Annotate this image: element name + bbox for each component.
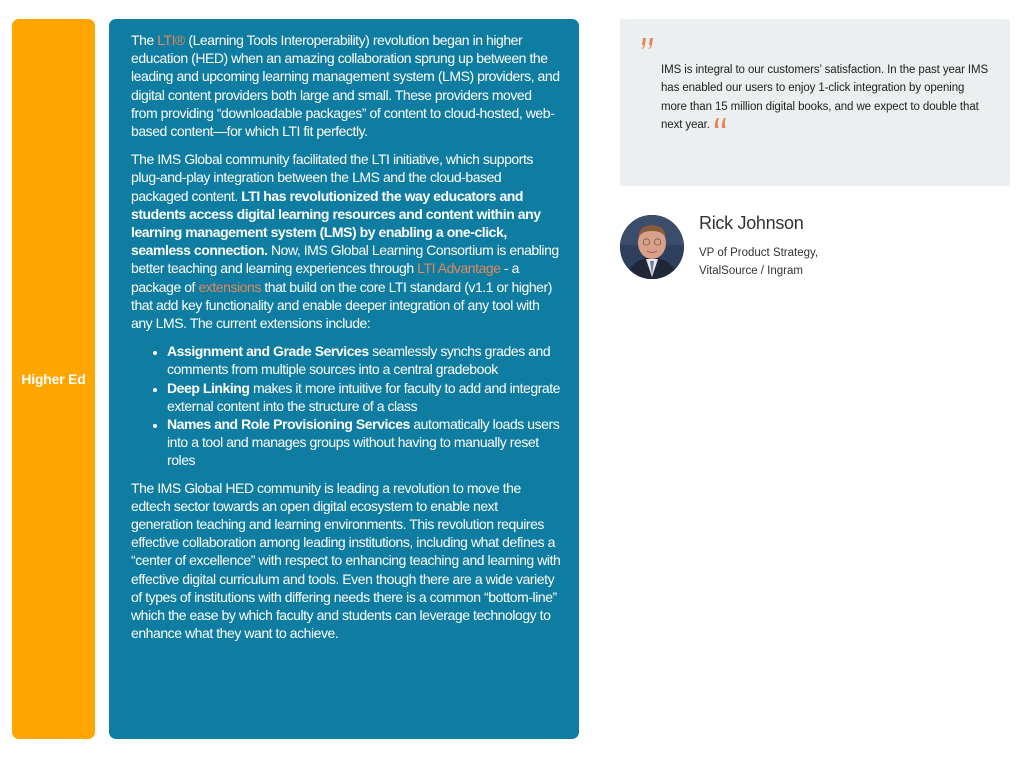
list-item-title: Assignment and Grade Services <box>167 343 369 360</box>
avatar <box>620 215 684 279</box>
list-item-text: automatically loads users into a tool and manages groups without having to manually reset roles <box>167 416 560 469</box>
testimonial-quote <box>661 61 991 134</box>
initiative-paragraph <box>131 150 561 332</box>
list-item <box>167 342 561 378</box>
list-item <box>167 379 561 415</box>
list-item-text: seamlessly synchs grades and comments from multiple sources into a central gradebook <box>167 343 551 378</box>
testimonial-quote-text: IMS is integral to our customers’ satisfaction. In the past year IMS has enabled our users to enjoy 1-click integration by opening more than 15 million digital books, and we expect to double that next year. <box>661 64 989 131</box>
testimonial-card <box>620 19 1010 186</box>
quote-open-icon <box>640 37 656 51</box>
initiative-text-4: that build on the core LTI standard (v1.1 or higher) that add key functionality and enable deeper integration of any tool with any LMS. The current extensions include: <box>131 278 552 332</box>
category-label: Higher Ed <box>21 371 86 387</box>
list-item-title: Deep Linking <box>167 379 250 396</box>
category-tab-higher-ed[interactable] <box>12 19 95 739</box>
initiative-text-2: Now, IMS Global Learning Consortium is enabling better teaching and learning experiences through <box>131 242 559 277</box>
intro-text: (Learning Tools Interoperability) revolution began in higher education (HED) when an amazing collaboration sprung up between the leading and upcoming learning management system (LMS) providers, and digital content providers both large and small. These providers moved from providing “downloadable packages” of content to cloud-hosted, web-based content—for which LTI fit perfectly. <box>131 32 560 140</box>
quote-close-icon <box>713 117 729 129</box>
initiative-bold: LTI has revolutionized the way educators and students access digital learning resources and content within any learning management system (LMS) by enabling a one-click, seamless connection. <box>131 187 541 259</box>
person-title-line-2: VitalSource / Ingram <box>699 265 803 277</box>
intro-paragraph: The LTI® (Learning Tools Interoperability) revolution began in higher education (HED) when an amazing collaboration sprung up between the leading and upcoming learning management system (LMS) providers, and digital content providers both large and small. These providers moved from providing “downloadable packages” of content to cloud-hosted, web-based content—for which LTI fit perfectly. <box>131 32 560 140</box>
list-item-title: Names and Role Provisioning Services <box>167 416 410 433</box>
ecosystem-paragraph: The IMS Global HED community is leading a revolution to move the edtech sector towards an open digital ecosystem to enable next generation teaching and learning environments. This revolution requires effective collaboration among leading institutions, including what defines a “center of excellence” with respect to enhancing teaching and learning with effective digital curriculum and tools. Even though there are a wide variety of types of institutions with differing needs there is a common “bottom-line” which the ease by which faculty and students can leverage technology to enhance what they want to achieve. <box>131 479 561 642</box>
content-panel <box>109 19 579 739</box>
lti-link[interactable]: LTI® <box>157 32 185 48</box>
person-title <box>699 244 899 280</box>
initiative-text-3: - a package of <box>131 260 520 295</box>
list-item <box>167 415 561 470</box>
lti-advantage-link[interactable]: LTI Advantage <box>417 260 501 277</box>
list-item-text: makes it more intuitive for faculty to add and integrate external content into the structure of a class <box>167 379 561 414</box>
extensions-link[interactable]: extensions <box>198 278 261 295</box>
extensions-list <box>131 342 561 469</box>
person-name: Rick Johnson <box>699 213 804 233</box>
person-title-line-1: VP of Product Strategy, <box>699 247 819 259</box>
person-photo <box>620 215 684 279</box>
initiative-text-1: The IMS Global community facilitated the LTI initiative, which supports plug-and-play integration between the LMS and the cloud-based packaged content. <box>131 151 533 204</box>
